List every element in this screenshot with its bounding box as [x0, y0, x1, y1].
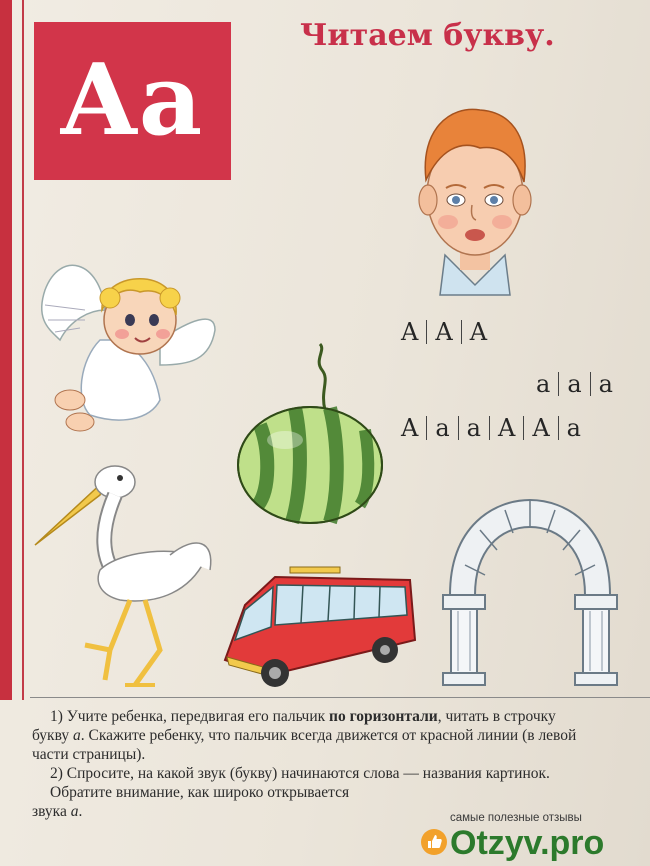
letter-cell: A [469, 318, 488, 346]
instruction-2: 2) Спросите, на какой звук (букву) начинаются слова — названия картинок. [50, 765, 550, 782]
divider-line [30, 697, 650, 698]
instruction-3: Обратите внимание, как широко открывается звука а. [32, 784, 350, 820]
letter-cell: A [497, 414, 516, 442]
letter-cell: a [566, 414, 581, 442]
thumbs-up-icon [420, 828, 448, 856]
otzyv-watermark [418, 810, 648, 864]
red-margin-line [22, 0, 24, 700]
instruction-1: 1) Учите ребенка, передвигая его пальчик по горизонтали, читать в строчку букву а. Скажите ребенку, что пальчик всегда движется от красной линии (в левой части страницы). [32, 708, 577, 763]
arch-picture [435, 495, 625, 690]
letter-cell: a [466, 414, 481, 442]
letter-cell: a [536, 370, 551, 398]
stork-picture [30, 450, 220, 690]
page-title: Читаем букву. [300, 18, 555, 53]
watermelon-picture [230, 340, 390, 530]
angel-picture [30, 250, 220, 440]
red-binding-strip [0, 0, 12, 700]
bus-picture [215, 565, 425, 695]
letter-row-lowercase [530, 370, 619, 398]
watermark-caption: самые полезные отзывы [450, 812, 582, 824]
instructions-text [32, 707, 592, 821]
letter-cell: A [435, 318, 453, 346]
letter-cell: A [401, 318, 419, 346]
letter-row-mixed [395, 414, 587, 442]
letter-cell: a [598, 370, 613, 398]
letter-cell: a [567, 370, 582, 398]
boy-face-picture [410, 100, 540, 300]
letter-row-uppercase [395, 318, 493, 346]
big-letter-block [34, 22, 231, 180]
letter-cell: A [401, 414, 419, 442]
watermark-logo: Otzyv.pro [450, 824, 605, 862]
letter-cell: a [435, 414, 450, 442]
big-letter: Aa [60, 43, 205, 158]
letter-cell: A [532, 414, 550, 442]
